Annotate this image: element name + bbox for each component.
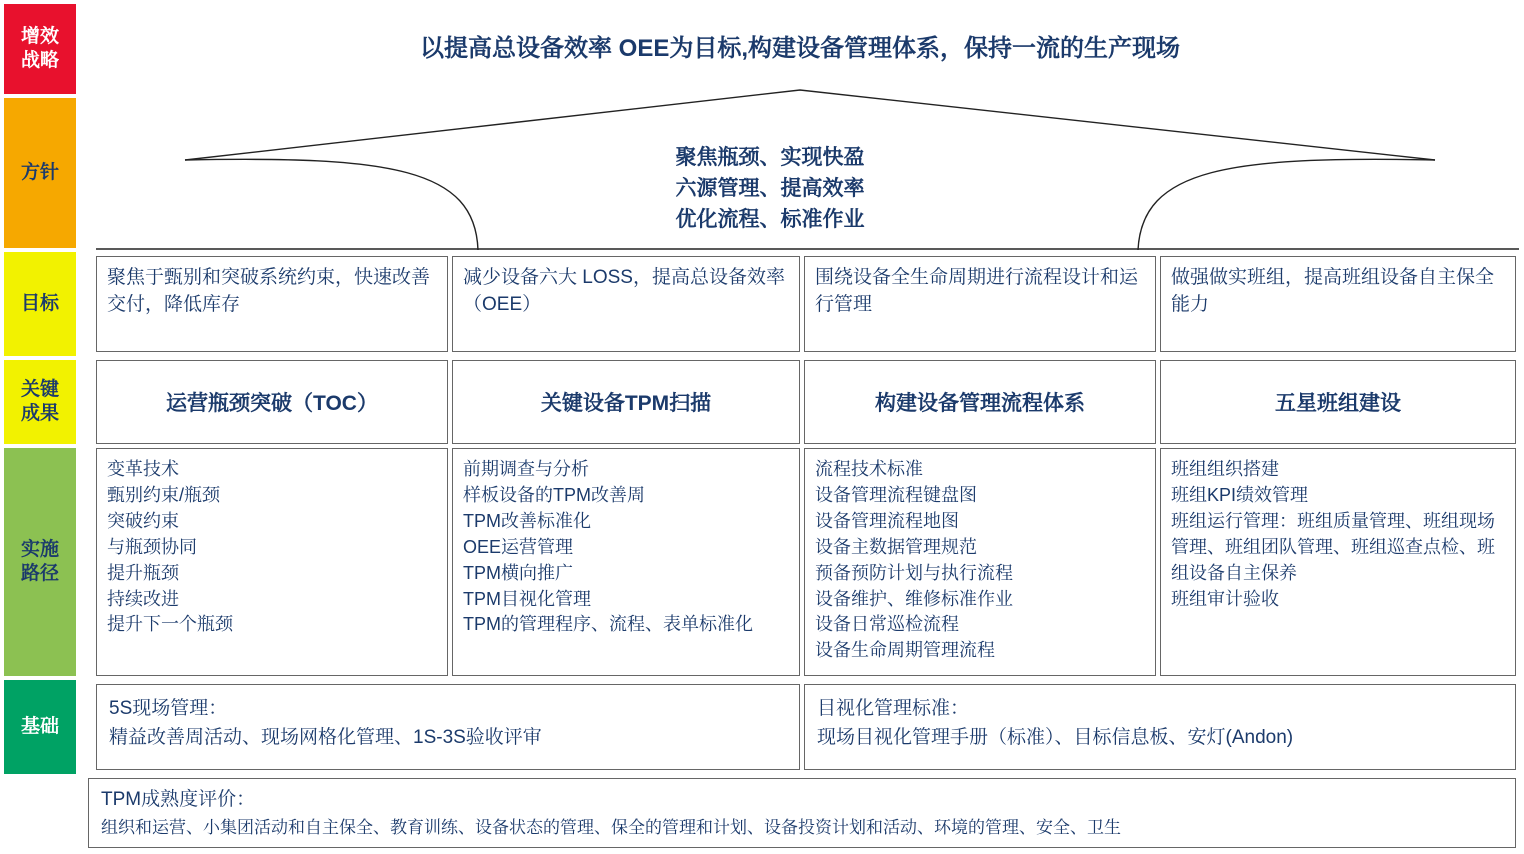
path-box-1 bbox=[96, 448, 448, 676]
path-item: 班组审计验收 bbox=[1171, 588, 1279, 609]
path-item: 班组组织搭建 bbox=[1171, 459, 1279, 479]
path-item: 预备预防计划与执行流程 bbox=[815, 562, 1013, 583]
path-box-2 bbox=[452, 448, 800, 676]
base-5s-body: 精益改善周活动、现场网格化管理、1S-3S验收评审 bbox=[109, 726, 542, 748]
row-label-path-line1: 实施 bbox=[20, 539, 59, 561]
row-label-goal: 目标 bbox=[4, 252, 76, 356]
path-box-4 bbox=[1160, 448, 1516, 676]
policy-line-1: 聚焦瓶颈、实现快盈 bbox=[675, 146, 865, 169]
path-item: 班组KPI绩效管理 bbox=[1171, 484, 1309, 505]
key-result-box-3: 构建设备管理流程体系 bbox=[804, 360, 1156, 444]
path-item: TPM改善标准化 bbox=[463, 510, 591, 531]
base-box-visual bbox=[804, 684, 1516, 770]
path-item: 班组运行管理：班组质量管理、班组现场管理、班组团队管理、班组巡查点检、班组设备自主保养 bbox=[1171, 510, 1495, 583]
base-visual-body: 现场目视化管理手册（标准）、目标信息板、安灯(Andon) bbox=[817, 726, 1294, 748]
path-item: OEE运营管理 bbox=[463, 536, 574, 557]
policy-line-2: 六源管理、提高效率 bbox=[675, 177, 865, 201]
path-item: 变革技术 bbox=[107, 459, 179, 479]
path-item: 甄别约束/瓶颈 bbox=[107, 484, 221, 505]
policy-line-3: 优化流程、标准作业 bbox=[675, 208, 865, 232]
path-item: 设备维护、维修标准作业 bbox=[815, 588, 1013, 609]
key-result-box-1: 运营瓶颈突破（TOC） bbox=[96, 360, 448, 444]
row-label-path bbox=[4, 448, 76, 676]
path-item: 流程技术标准 bbox=[815, 459, 923, 479]
tpm-maturity-body: 组织和运营、小集团活动和自主保全、教育训练、设备状态的管理、保全的管理和计划、设备投资计划和活动、环境的管理、安全、卫生 bbox=[101, 817, 1121, 837]
goal-box-1: 聚焦于甄别和突破系统约束，快速改善交付，降低库存 bbox=[96, 256, 448, 352]
row-label-key-result-line1: 关键 bbox=[20, 379, 59, 401]
key-result-box-4: 五星班组建设 bbox=[1160, 360, 1516, 444]
path-item: 提升下一个瓶颈 bbox=[107, 614, 233, 635]
row-label-base: 基础 bbox=[4, 680, 76, 774]
row-label-key-result-line2: 成果 bbox=[20, 403, 59, 424]
row-label-path-line2: 路径 bbox=[20, 563, 59, 584]
path-box-3 bbox=[804, 448, 1156, 676]
path-item: TPM目视化管理 bbox=[463, 588, 591, 609]
base-visual-title: 目视化管理标准： bbox=[817, 698, 970, 719]
key-result-box-2: 关键设备TPM扫描 bbox=[452, 360, 800, 444]
goal-box-4: 做强做实班组，提高班组设备自主保全能力 bbox=[1160, 256, 1516, 352]
path-item: 设备日常巡检流程 bbox=[815, 614, 959, 635]
row-label-strategy-line2: 战略 bbox=[20, 50, 59, 71]
path-item: 持续改进 bbox=[107, 588, 179, 609]
row-label-strategy-line1: 增效 bbox=[20, 26, 59, 48]
path-item: 突破约束 bbox=[107, 510, 179, 531]
tpm-maturity-title: TPM成熟度评价： bbox=[101, 789, 256, 810]
path-item: 设备管理流程地图 bbox=[815, 510, 959, 531]
diagram-headline: 以提高总设备效率 OEE为目标,构建设备管理体系，保持一流的生产现场 bbox=[419, 35, 1181, 62]
goal-box-2: 减少设备六大 LOSS，提高总设备效率（OEE） bbox=[452, 256, 800, 352]
base-box-5s bbox=[96, 684, 800, 770]
row-label-strategy bbox=[4, 4, 76, 94]
path-item: 设备生命周期管理流程 bbox=[815, 640, 995, 661]
path-item: 与瓶颈协同 bbox=[107, 536, 197, 557]
path-item: 提升瓶颈 bbox=[107, 562, 179, 583]
row-label-key-result bbox=[4, 360, 76, 444]
path-item: 设备主数据管理规范 bbox=[815, 536, 977, 557]
path-item: TPM的管理程序、流程、表单标准化 bbox=[463, 614, 753, 635]
tpm-maturity-box bbox=[88, 778, 1516, 848]
path-item: 设备管理流程键盘图 bbox=[815, 484, 977, 505]
base-5s-title: 5S现场管理： bbox=[109, 698, 228, 719]
path-item: TPM横向推广 bbox=[463, 562, 573, 583]
row-label-policy: 方针 bbox=[4, 98, 76, 248]
path-item: 前期调查与分析 bbox=[463, 459, 589, 479]
goal-box-3: 围绕设备全生命周期进行流程设计和运行管理 bbox=[804, 256, 1156, 352]
policy-statements bbox=[560, 142, 980, 235]
path-item: 样板设备的TPM改善周 bbox=[463, 484, 645, 505]
